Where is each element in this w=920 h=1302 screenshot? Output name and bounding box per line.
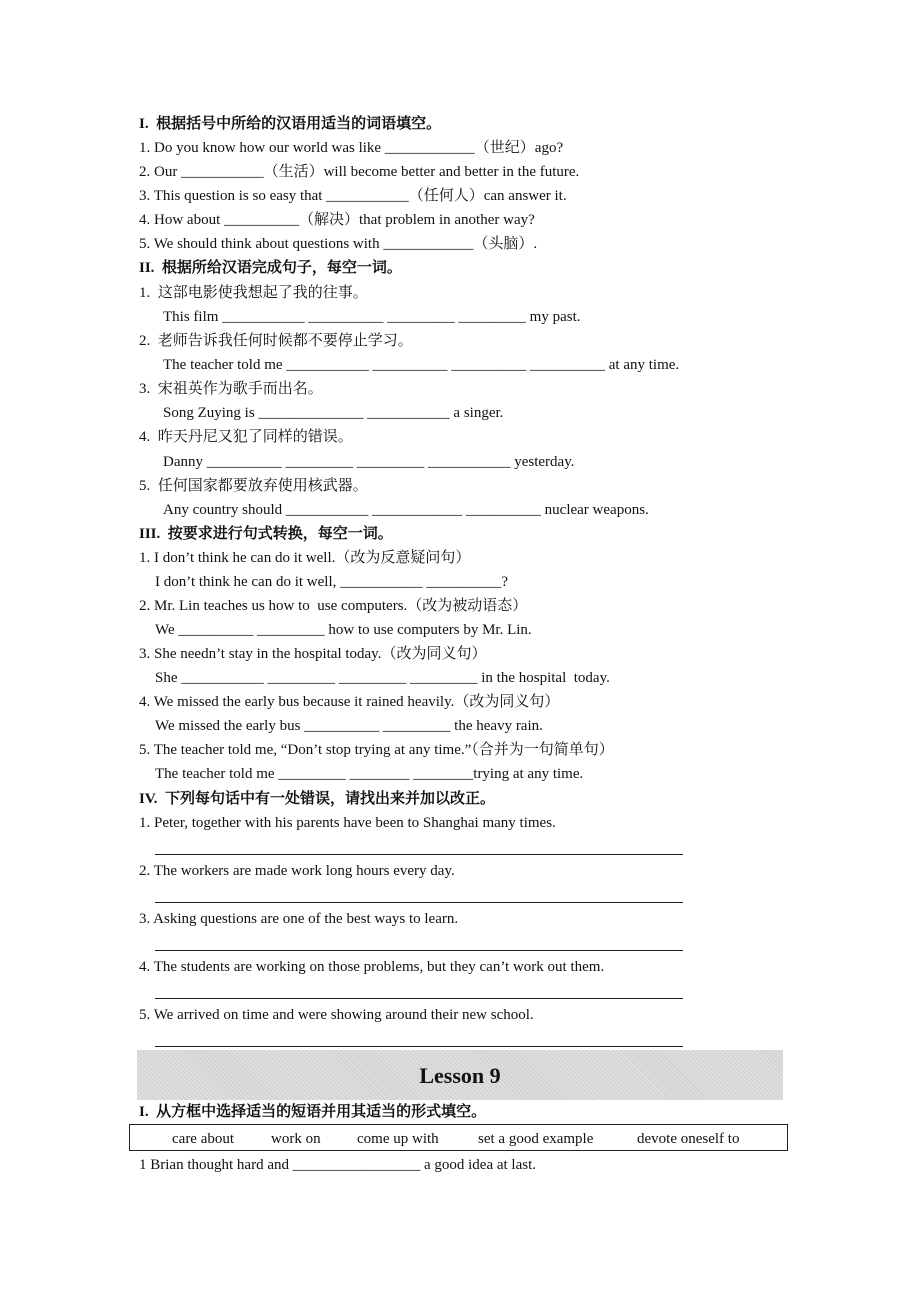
answer-rule xyxy=(155,902,683,903)
question-line: 4. How about __________（解决）that problem in another way? xyxy=(139,212,535,228)
question-line: 2. Our ___________（生活）will become better and better in the future. xyxy=(139,164,580,180)
chinese-prompt: 1. 这部电影使我想起了我的往事。 xyxy=(139,285,368,301)
chinese-prompt: 5. 任何国家都要放弃使用核武器。 xyxy=(139,478,368,494)
transform-question: 4. We missed the early bus because it rained heavily.（改为同义句） xyxy=(139,694,560,710)
error-sentence: 2. The workers are made work long hours every day. xyxy=(139,863,455,879)
section-2-title: II. 根据所给汉语完成句子，每空一词。 xyxy=(139,260,402,276)
answer-line: She ___________ _________ _________ _________ in the hospital today. xyxy=(155,670,610,686)
answer-line: Danny __________ _________ _________ ___________ yesterday. xyxy=(163,454,575,470)
error-sentence: 1. Peter, together with his parents have been to Shanghai many times. xyxy=(139,815,556,831)
chinese-prompt: 3. 宋祖英作为歌手而出名。 xyxy=(139,381,323,397)
fill-in-item: 1 Brian thought hard and _________________ a good idea at last. xyxy=(139,1157,537,1173)
answer-rule xyxy=(155,1046,683,1047)
section-1-title: I. 根据括号中所给的汉语用适当的词语填空。 xyxy=(139,116,442,132)
answer-line: The teacher told me _________ ________ ________trying at any time. xyxy=(155,766,584,782)
error-sentence: 3. Asking questions are one of the best ways to learn. xyxy=(139,911,459,927)
answer-line: Any country should ___________ ____________ __________ nuclear weapons. xyxy=(163,502,649,518)
answer-line: I don’t think he can do it well, ___________ __________? xyxy=(155,574,509,590)
answer-rule xyxy=(155,950,683,951)
phrase-option: devote oneself to xyxy=(637,1131,740,1147)
question-line: 5. We should think about questions with ____________（头脑）. xyxy=(139,236,538,252)
section-4-title: IV. 下列每句话中有一处错误，请找出来并加以改正。 xyxy=(139,791,495,807)
transform-question: 1. I don’t think he can do it well.（改为反意疑问句） xyxy=(139,550,471,566)
error-sentence: 5. We arrived on time and were showing around their new school. xyxy=(139,1007,534,1023)
answer-line: This film ___________ __________ _________ _________ my past. xyxy=(163,309,581,325)
answer-line: The teacher told me ___________ __________ __________ __________ at any time. xyxy=(163,357,680,373)
phrase-option: set a good example xyxy=(478,1131,594,1147)
question-line: 3. This question is so easy that ___________（任何人）can answer it. xyxy=(139,188,567,204)
transform-question: 5. The teacher told me, “Don’t stop trying at any time.”（合并为一句简单句） xyxy=(139,742,614,758)
lesson-banner: Lesson 9 xyxy=(137,1050,783,1100)
phrase-option: care about xyxy=(172,1131,235,1147)
lesson-section-1-title: I. 从方框中选择适当的短语并用其适当的形式填空。 xyxy=(139,1104,487,1120)
phrase-option: work on xyxy=(271,1131,321,1147)
error-sentence: 4. The students are working on those problems, but they can’t work out them. xyxy=(139,959,605,975)
answer-rule xyxy=(155,854,683,855)
transform-question: 3. She needn’t stay in the hospital today.（改为同义句） xyxy=(139,646,487,662)
answer-line: We __________ _________ how to use computers by Mr. Lin. xyxy=(155,622,532,638)
phrase-box xyxy=(129,1124,788,1151)
answer-line: Song Zuying is ______________ ___________ a singer. xyxy=(163,405,504,421)
chinese-prompt: 2. 老师告诉我任何时候都不要停止学习。 xyxy=(139,333,413,349)
answer-rule xyxy=(155,998,683,999)
answer-line: We missed the early bus __________ _________ the heavy rain. xyxy=(155,718,543,734)
section-3-title: III. 按要求进行句式转换，每空一词。 xyxy=(139,526,393,542)
question-line: 1. Do you know how our world was like ____________（世纪）ago? xyxy=(139,140,564,156)
chinese-prompt: 4. 昨天丹尼又犯了同样的错误。 xyxy=(139,429,353,445)
transform-question: 2. Mr. Lin teaches us how to use computers.（改为被动语态） xyxy=(139,598,528,614)
phrase-option: come up with xyxy=(357,1131,439,1147)
